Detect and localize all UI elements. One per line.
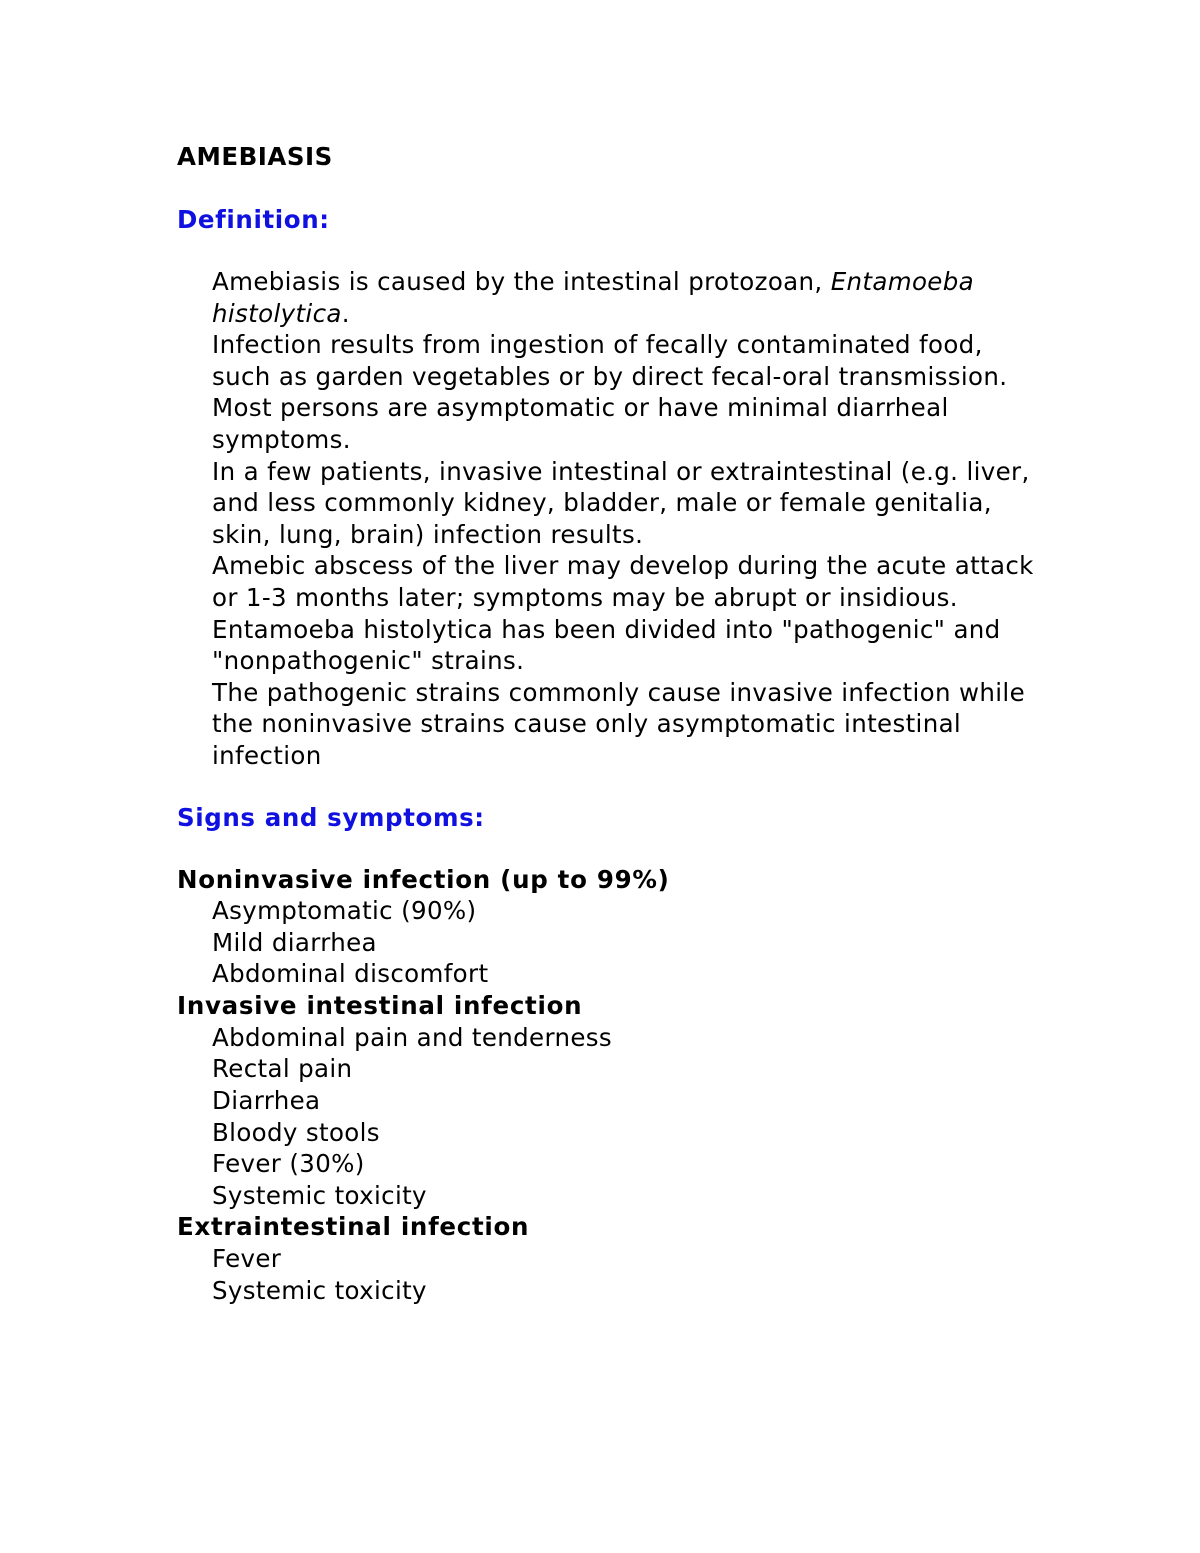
species-name: Entamoeba histolytica [212, 267, 974, 328]
symptom-item [177, 958, 1037, 990]
definition-item-text: Amebic abscess of the liver may develop during the acute attack or 1-3 months later; symptoms may be abrupt or insidious. [212, 551, 1034, 612]
symptom-text: Rectal pain [212, 1054, 353, 1084]
symptom-text: Mild diarrhea [212, 927, 377, 957]
document-content [177, 140, 1037, 1306]
definition-item-text: In a few patients, invasive intestinal or extraintestinal (e.g. liver, and less commonly kidney, bladder, male or female genitalia, skin, lung, brain) infection results. [212, 456, 1030, 549]
symptom-text: Systemic toxicity [212, 1275, 427, 1305]
document-title: AMEBIASIS [177, 142, 333, 171]
definition-item [177, 266, 1037, 329]
symptom-text: Abdominal discomfort [212, 959, 489, 989]
definition-item-text: Most persons are asymptomatic or have minimal diarrheal symptoms. [212, 393, 949, 454]
symptom-text: Bloody stools [212, 1117, 380, 1147]
definition-item [177, 677, 1037, 772]
definition-item-text: Amebiasis is caused by the intestinal protozoan, [212, 267, 823, 296]
symptom-text: Abdominal pain and tenderness [212, 1022, 612, 1052]
symptom-item [177, 1085, 1037, 1117]
symptom-list [177, 1022, 1037, 1212]
definition-item-text: Infection results from ingestion of fecally contaminated food, such as garden vegetables or by direct fecal-oral transmission. [212, 330, 1008, 391]
symptom-item [177, 1180, 1037, 1212]
symptom-item [177, 1243, 1037, 1275]
infection-type-heading: Extraintestinal infection [177, 1212, 530, 1242]
item-suffix: . [341, 298, 350, 328]
signs-groups [177, 864, 1037, 1307]
symptom-text: Systemic toxicity [212, 1180, 427, 1210]
definition-item-text: Entamoeba histolytica has been divided into "pathogenic" and "nonpathogenic" strains. [212, 614, 1001, 676]
symptom-text: Fever [212, 1244, 282, 1274]
symptom-item [177, 1275, 1037, 1307]
symptom-item [177, 1022, 1037, 1054]
infection-type-heading: Noninvasive infection (up to 99%) [177, 864, 670, 894]
definition-heading: Definition: [177, 205, 330, 234]
infection-type-heading: Invasive intestinal infection [177, 991, 583, 1021]
symptom-text: Diarrhea [212, 1086, 321, 1116]
symptom-item [177, 1148, 1037, 1180]
definition-item [177, 329, 1037, 392]
symptom-list [177, 1243, 1037, 1306]
symptom-item [177, 1053, 1037, 1085]
definition-item [177, 456, 1037, 551]
symptom-item [177, 927, 1037, 959]
definition-item [177, 614, 1037, 677]
definition-list [177, 266, 1037, 772]
symptom-list [177, 895, 1037, 990]
symptom-item [177, 895, 1037, 927]
definition-item [177, 550, 1037, 613]
symptom-item [177, 1117, 1037, 1149]
symptom-text: Asymptomatic (90%) [212, 896, 477, 926]
symptom-text: Fever (30%) [212, 1149, 365, 1179]
signs-heading: Signs and symptoms: [177, 802, 485, 832]
definition-item-text: The pathogenic strains commonly cause invasive infection while the noninvasive strains cause only asymptomatic intestinal infection [212, 677, 1025, 770]
definition-item [177, 392, 1037, 455]
